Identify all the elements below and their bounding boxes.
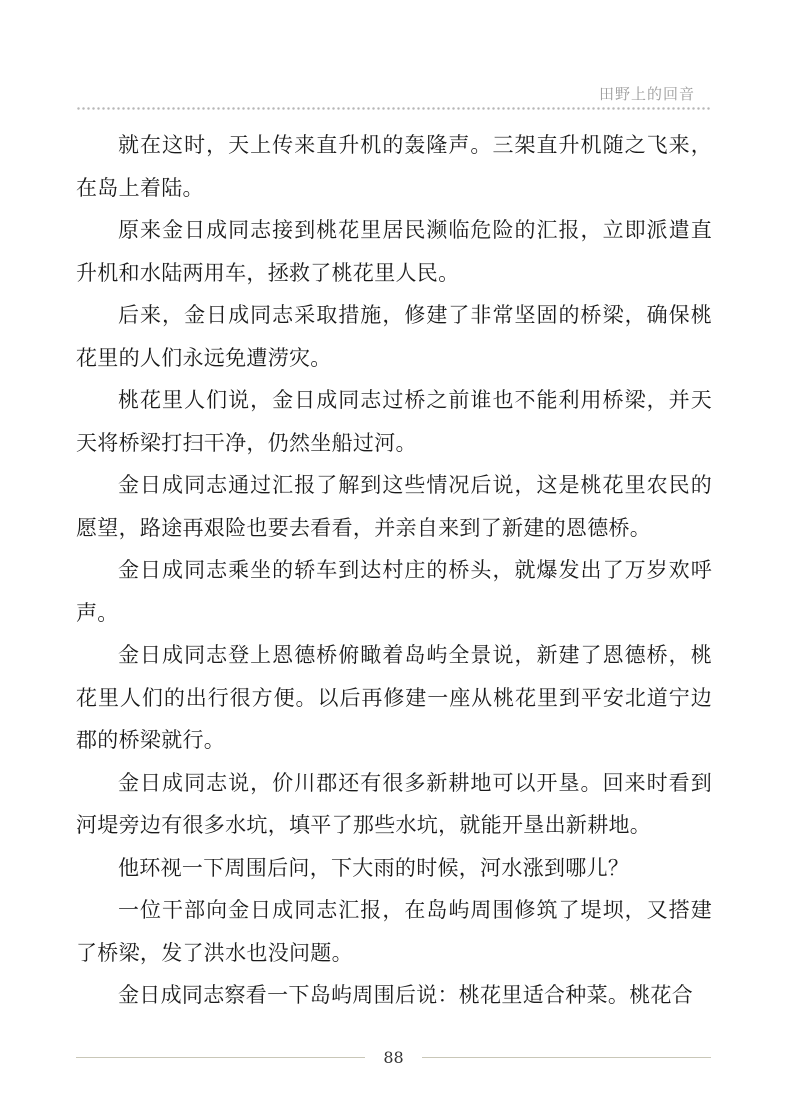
body-text [76,124,712,1017]
paragraph: 金日成同志察看一下岛屿周围后说：桃花里适合种菜。桃花合 [118,983,694,1007]
running-header-title: 田野上的回音 [598,85,695,103]
header-dotted-rule [76,106,711,111]
paragraph: 原来金日成同志接到桃花里居民濒临危险的汇报，立即派遣直升机和水陆两用车，拯救了桃花里人民。 [76,218,712,285]
paragraph: 后来，金日成同志采取措施，修建了非常坚固的桥梁，确保桃花里的人们永远免遭涝灾。 [76,303,712,370]
paragraph: 金日成同志乘坐的轿车到达村庄的桥头，就爆发出了万岁欢呼声。 [76,558,712,625]
page-number: 88 [383,1047,404,1067]
paragraph: 金日成同志说，价川郡还有很多新耕地可以开垦。回来时看到河堤旁边有很多水坑，填平了那些水坑，就能开垦出新耕地。 [76,770,712,837]
paragraph: 桃花里人们说，金日成同志过桥之前谁也不能利用桥梁，并天天将桥梁打扫干净，仍然坐船过河。 [76,388,712,455]
paragraph: 金日成同志通过汇报了解到这些情况后说，这是桃花里农民的愿望，路途再艰险也要去看看，并亲自来到了新建的恩德桥。 [76,473,712,540]
paragraph: 他环视一下周围后问，下大雨的时候，河水涨到哪儿？ [118,855,630,880]
paragraph: 金日成同志登上恩德桥俯瞰着岛屿全景说，新建了恩德桥，桃花里人们的出行很方便。以后再修建一座从桃花里到平安北道宁边郡的桥梁就行。 [76,643,712,752]
paragraph: 就在这时，天上传来直升机的轰隆声。三架直升机随之飞来，在岛上着陆。 [76,133,712,200]
paragraph: 一位干部向金日成同志汇报，在岛屿周围修筑了堤坝，又搭建了桥梁，发了洪水也没问题。 [76,898,712,965]
footer-rule-right [422,1057,711,1058]
page-footer [76,1045,711,1069]
footer-rule-left [76,1057,365,1058]
